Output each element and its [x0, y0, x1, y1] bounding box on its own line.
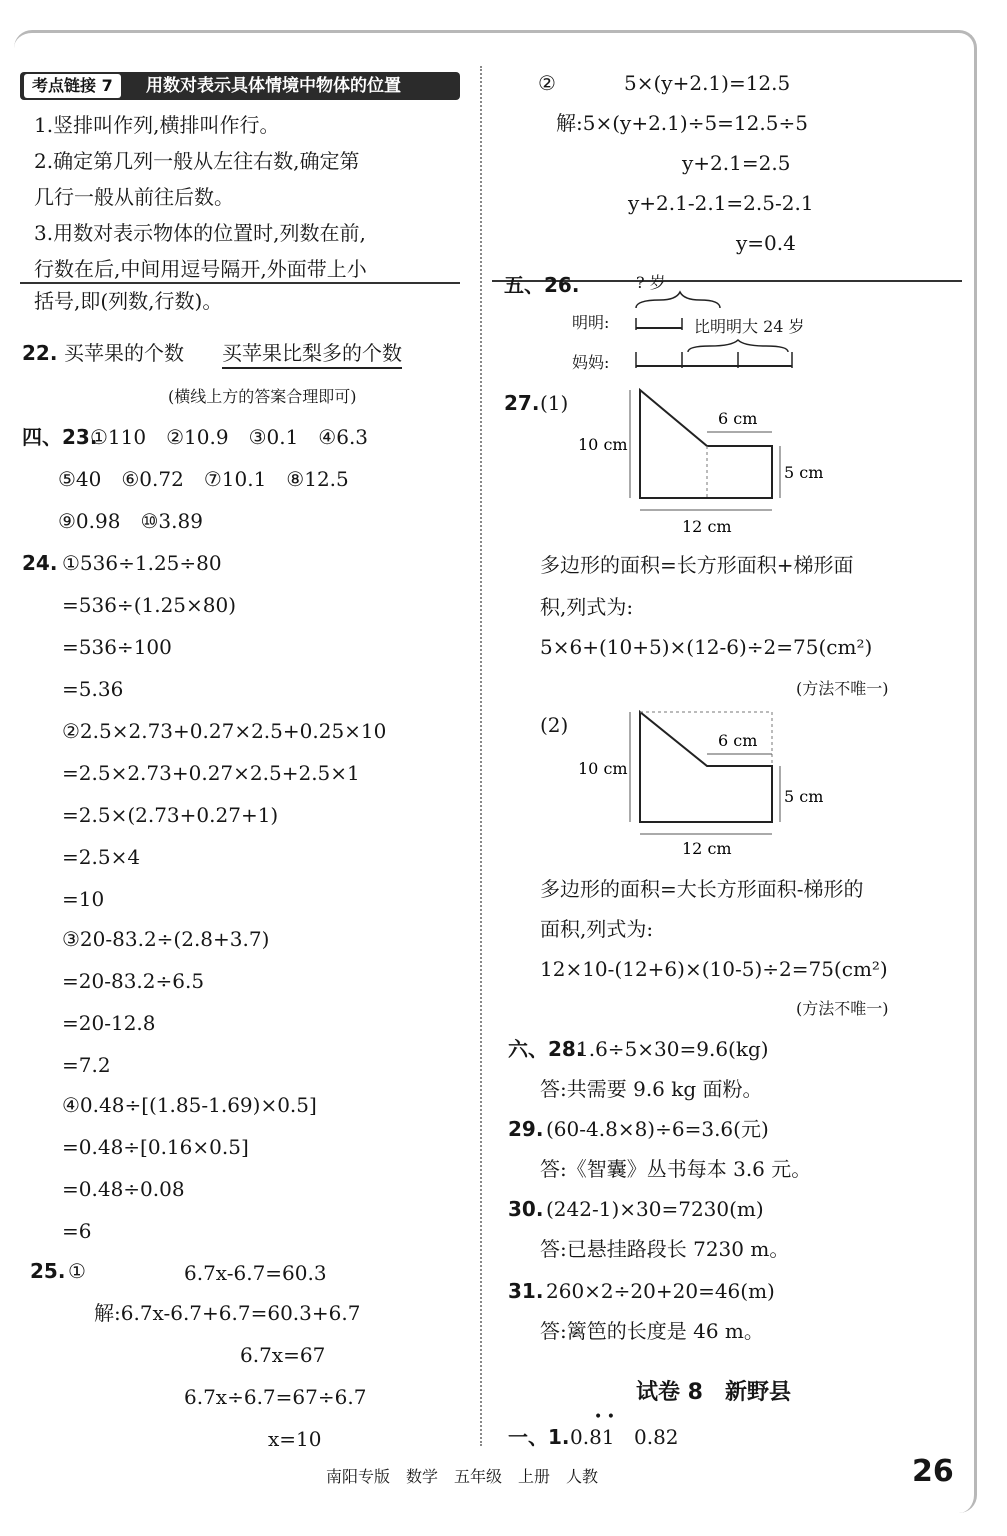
q26-mama-label: 妈妈:: [572, 353, 610, 372]
test8-q1-number: 一、1.: [508, 1425, 570, 1449]
q30-number: 30.: [508, 1197, 544, 1221]
test8-repeat-dots: • •: [594, 1409, 615, 1425]
q27-desc-1-line-1: 多边形的面积=长方形面积+梯形面: [540, 553, 854, 577]
q24-line: =536÷100: [62, 635, 172, 659]
q26-mingming-label: 明明:: [572, 313, 610, 332]
q28-answer: 答:共需要 9.6 kg 面粉。: [540, 1077, 763, 1101]
q24-line: ②2.5×2.73+0.27×2.5+0.25×10: [62, 719, 387, 743]
q23-row-1: ①110 ②10.9 ③0.1 ④6.3: [90, 425, 369, 449]
q25-equation-1: 6.7x-6.7=60.3: [184, 1261, 327, 1285]
topic-title: 用数对表示具体情境中物体的位置: [146, 76, 401, 96]
q27-desc-1-line-2: 积,列式为:: [540, 595, 634, 619]
q25-step-5: 解:5×(y+2.1)÷5=12.5÷5: [556, 111, 808, 135]
q27-desc-2-line-3: 12×10-(12+6)×(10-5)÷2=75(cm²): [540, 957, 888, 981]
q25-step-1: 解:6.7x-6.7+6.7=60.3+6.7: [94, 1301, 361, 1325]
q24-number: 24.: [22, 551, 58, 575]
q27-figure-2-shape: [640, 712, 772, 822]
concept-line-6: 括号,即(列数,行数)。: [34, 289, 223, 313]
concept-box-bottom: [20, 282, 460, 284]
q25-step-2: 6.7x=67: [240, 1343, 326, 1367]
q26-difference: 比明明大 24 岁: [694, 317, 805, 336]
q26-number: 五、26.: [504, 273, 580, 297]
q27-fig1-label-12: 12 cm: [682, 517, 732, 536]
q26-unknown-age: ? 岁: [636, 273, 666, 292]
q22-number: 22.: [22, 341, 58, 365]
q25-step-8: y=0.4: [736, 231, 796, 255]
q30-answer: 答:已悬挂路段长 7230 m。: [540, 1237, 790, 1261]
q31-equation: 260×2÷20+20=46(m): [546, 1279, 775, 1303]
test8-q1-answer-1: 0.81: [570, 1425, 615, 1449]
q25-step-3: 6.7x÷6.7=67÷6.7: [184, 1385, 367, 1409]
concept-line-3: 几行一般从前往后数。: [34, 185, 234, 209]
q24-line: =10: [62, 887, 105, 911]
q27-fig2-label-12: 12 cm: [682, 839, 732, 858]
q24-line: =20-12.8: [62, 1011, 156, 1035]
concept-line-5: 行数在后,中间用逗号隔开,外面带上小: [34, 257, 367, 281]
q24-line: =7.2: [62, 1053, 111, 1077]
q27-desc-2-line-2: 面积,列式为:: [540, 917, 654, 941]
q27-note-1: (方法不唯一): [796, 679, 889, 698]
q27-part-2: (2): [540, 713, 569, 737]
q24-line: =5.36: [62, 677, 124, 701]
q24-line: =0.48÷0.08: [62, 1177, 185, 1201]
q23-row-2: ⑤40 ⑥0.72 ⑦10.1 ⑧12.5: [58, 467, 349, 491]
q26-top-brace: [636, 292, 720, 308]
q26-diff-brace: [688, 340, 788, 352]
q25-mark-1: ①: [68, 1259, 86, 1283]
q27-number: 27.: [504, 391, 540, 415]
q24-line: ①536÷1.25÷80: [62, 551, 222, 575]
q27-figure-2: [570, 704, 840, 864]
test8-q1-answer-2: 0.82: [634, 1425, 679, 1449]
concept-line-1: 1.竖排叫作列,横排叫作行。: [34, 113, 280, 137]
concept-line-4: 3.用数对表示物体的位置时,列数在前,: [34, 221, 366, 245]
q24-line: ④0.48÷[(1.85-1.69)×0.5]: [62, 1093, 317, 1117]
q24-line: ③20-83.2÷(2.8+3.7): [62, 927, 270, 951]
q23-row-3: ⑨0.98 ⑩3.89: [58, 509, 203, 533]
q27-desc-2-line-1: 多边形的面积=大长方形面积-梯形的: [540, 877, 864, 901]
q24-line: =6: [62, 1219, 92, 1243]
q22-answer-1: 买苹果的个数: [64, 341, 184, 365]
q25-number: 25.: [30, 1259, 66, 1283]
q27-figure-1: [570, 380, 840, 540]
q31-answer: 答:篱笆的长度是 46 m。: [540, 1319, 764, 1343]
q25-step-6: y+2.1=2.5: [682, 151, 791, 175]
q25-step-4: x=10: [268, 1427, 322, 1451]
q22-note: (横线上方的答案合理即可): [168, 387, 357, 406]
q24-line: =20-83.2÷6.5: [62, 969, 205, 993]
q27-fig1-label-6: 6 cm: [718, 409, 758, 428]
q27-desc-1-line-3: 5×6+(10+5)×(12-6)÷2=75(cm²): [540, 635, 873, 659]
q27-fig2-label-6: 6 cm: [718, 731, 758, 750]
q27-figure-1-shape: [640, 390, 772, 498]
column-divider: [480, 66, 482, 1446]
footer-text: 南阳专版 数学 五年级 上册 人教: [326, 1467, 599, 1486]
q31-number: 31.: [508, 1279, 544, 1303]
q30-equation: (242-1)×30=7230(m): [546, 1197, 764, 1221]
q24-line: =2.5×4: [62, 845, 141, 869]
test8-title: 试卷 8 新野县: [636, 1380, 791, 1405]
q29-equation: (60-4.8×8)÷6=3.6(元): [546, 1117, 769, 1141]
q24-line: =0.48÷[0.16×0.5]: [62, 1135, 249, 1159]
q25-mark-2: ②: [538, 71, 556, 95]
q22-answer-2: 买苹果比梨多的个数: [222, 340, 402, 369]
q28-equation: 1.6÷5×30=9.6(kg): [576, 1037, 769, 1061]
q24-line: =536÷(1.25×80): [62, 593, 237, 617]
q28-number: 六、28.: [508, 1037, 584, 1061]
q26-bar-diagram: [620, 280, 810, 370]
q25-equation-2: 5×(y+2.1)=12.5: [624, 71, 791, 95]
q27-fig2-label-10: 10 cm: [578, 759, 628, 778]
topic-tag: 考点链接 7: [24, 74, 121, 98]
q29-answer: 答:《智囊》丛书每本 3.6 元。: [540, 1157, 812, 1181]
page-number: 26: [912, 1454, 954, 1489]
q27-fig1-label-5: 5 cm: [784, 463, 824, 482]
q27-fig1-label-10: 10 cm: [578, 435, 628, 454]
concept-line-2: 2.确定第几列一般从左往右数,确定第: [34, 149, 360, 173]
q29-number: 29.: [508, 1117, 544, 1141]
q25-step-7: y+2.1-2.1=2.5-2.1: [628, 191, 814, 215]
q24-line: =2.5×(2.73+0.27+1): [62, 803, 279, 827]
q24-line: =2.5×2.73+0.27×2.5+2.5×1: [62, 761, 360, 785]
q23-number: 四、23.: [22, 425, 98, 449]
q27-fig2-label-5: 5 cm: [784, 787, 824, 806]
q27-note-2: (方法不唯一): [796, 999, 889, 1018]
q27-part-1: (1): [540, 391, 569, 415]
